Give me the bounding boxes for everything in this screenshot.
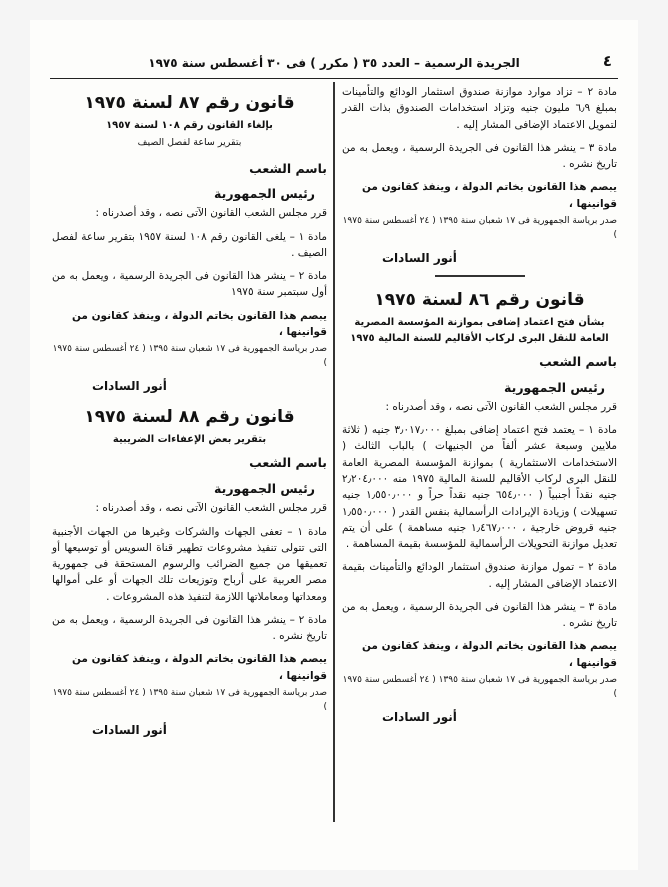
law-86-signature: أنور السادات [382,709,457,724]
law-87-issued-line: صدر برياسة الجمهورية فى ١٧ شعبان سنة ١٣٩٥ ( ٢٤ أغسطس سنة ١٩٧٥ ) [52,344,327,369]
running-title: الجريدة الرسمية – العدد ٣٥ ( مكرر ) فى ٣٠ أغسطس سنة ١٩٧٥ [148,56,520,70]
left-column [52,84,327,747]
law-88-subtitle: بتقرير بعض الإعفاءات الضريبية [112,433,267,445]
law-87 [52,90,327,396]
law-86-article-2: مادة ٢ – تمول موازنة صندوق استثمار الودائع والتأمينات بقيمة الاعتماد الإضافى المشار إليه . [342,561,617,590]
law-86-people: باسم الشعب [539,354,617,370]
law-87-signature: أنور السادات [92,379,167,394]
law-88-article-1: مادة ١ – تعفى الجهات والشركات وغيرها من الجهات الأجنبية التى تتولى تنفيذ مشروعات تطهير قناة السويس أو توسيعها أو تعميقها من جميع الضرائب والرسوم المستحقة فى جمهورية مصر العربية على أرباح وتوزيعات تلك الجهات أو على أموالها ومعداتها ومعاملاتها اللازمة لتنفيذ هذه المشروعات . [52,525,327,603]
law-86-subtitle: بشأن فتح اعتماد إضافى بموازنة المؤسسة المصرية العامة للنقل البرى لركاب الأقاليم للسنة المالية ١٩٧٥ [350,317,609,344]
article-2-continued: مادة ٢ – تزاد موارد موازنة صندوق استثمار الودائع والتأمينات بمبلغ ٦٫٩ مليون جنيه وتزاد استخدامات الصندوق بذات القدر لتمويل الاعتماد الإضافى المشار إليه . [342,86,618,131]
issued-line: صدر برياسة الجمهورية فى ١٧ شعبان سنة ١٣٩٥ ( ٢٤ أغسطس سنة ١٩٧٥ ) [342,215,617,240]
law-86-title: قانون رقم ٨٦ لسنة ١٩٧٥ [374,289,585,310]
law-88-people: باسم الشعب [249,455,327,471]
running-header [50,48,618,79]
section-divider [435,275,525,277]
signature: أنور السادات [382,250,457,265]
law-87-seal-clause: يبصم هذا القانون بخاتم الدولة ، وينفذ كقانون من قوانينها ، [71,309,327,338]
law-88-title: قانون رقم ٨٨ لسنة ١٩٧٥ [84,406,295,427]
law-86 [342,287,617,727]
column-divider [333,82,335,822]
law-86-seal-clause: يبصم هذا القانون بخاتم الدولة ، وينفذ كقانون من قوانينها ، [361,640,617,669]
law-86-issued-line: صدر برياسة الجمهورية فى ١٧ شعبان سنة ١٣٩٥ ( ٢٤ أغسطس سنة ١٩٧٥ ) [342,674,617,699]
law-87-preamble: قرر مجلس الشعب القانون الآتى نصه ، وقد أصدرناه : [95,207,327,220]
right-column [342,84,617,734]
law-87-president: رئيس الجمهورية [214,185,315,201]
law-87-title: قانون رقم ٨٧ لسنة ١٩٧٥ [84,93,295,113]
law-87-subtitle: بإلغاء القانون رقم ١٠٨ لسنة ١٩٥٧ [106,120,273,132]
law-88-issued-line: صدر برياسة الجمهورية فى ١٧ شعبان سنة ١٣٩٥ ( ٢٤ أغسطس سنة ١٩٧٥ ) [52,687,327,712]
page-number: ٤ [602,52,612,70]
gazette-page [30,20,638,870]
law-86-president: رئيس الجمهورية [504,379,605,395]
law-88-president: رئيس الجمهورية [214,480,315,496]
law-86-article-3: مادة ٣ – ينشر هذا القانون فى الجريدة الرسمية ، ويعمل به من تاريخ نشره . [342,600,617,630]
law-87-article-1: مادة ١ – يلغى القانون رقم ١٠٨ لسنة ١٩٥٧ بتقرير ساعة لفصل الصيف . [52,230,328,259]
law-88-article-2: مادة ٢ – ينشر هذا القانون فى الجريدة الرسمية ، ويعمل به من تاريخ نشره . [52,613,327,643]
law-87-people: باسم الشعب [249,160,327,176]
law-88-preamble: قرر مجلس الشعب القانون الآتى نصه ، وقد أصدرناه : [95,502,327,515]
article-3-continued: مادة ٣ – ينشر هذا القانون فى الجريدة الرسمية ، ويعمل به من تاريخ نشره . [342,141,617,171]
seal-clause: يبصم هذا القانون بخاتم الدولة ، وينفذ كقانون من قوانينها ، [361,181,617,210]
law-86-article-1: مادة ١ – يعتمد فتح اعتماد إضافى بمبلغ ٣٫٠١٧٫٠٠٠ جنيه ( ثلاثة ملايين وسبعة عشر ألفاً من الجنيهات ) بالباب الثالث ( الاستخدامات الاستثمارية ) بموازنة المؤسسة المصرية العامة للنقل البرى لركاب الأقاليم للسنة المالية ١٩٧٥ منه ٢٫٢٠٤٫٠٠٠ جنيه نقداً أجنبياً ( ٦٥٤٫٠٠٠ جنيه نقداً حراً و ١٫٥٥٠٫٠٠٠ جنيه تسهيلات ) وزيادة الإيرادات الرأسمالية بنفس القدر ( ١٫٥٥٠٫٠٠٠ جنيه قروض خارجية ، ١٫٤٦٧٫٠٠٠ جنيه مساهمة ) على أن يتم تعديل موازنة التحويلات الرأسمالية للمؤسسة بقيمة المساهمة . [342,424,618,551]
law-86-preamble: قرر مجلس الشعب القانون الآتى نصه ، وقد أصدرناه : [385,400,617,413]
law-88-seal-clause: يبصم هذا القانون بخاتم الدولة ، وينفذ كقانون من قوانينها ، [71,653,327,682]
law-88 [52,404,327,740]
law-87-note: بتقرير ساعة لفصل الصيف [137,136,242,148]
law-88-signature: أنور السادات [92,722,167,737]
law-87-article-2: مادة ٢ – ينشر هذا القانون فى الجريدة الرسمية ، ويعمل به من أول سبتمبر سنة ١٩٧٥ [52,270,327,299]
